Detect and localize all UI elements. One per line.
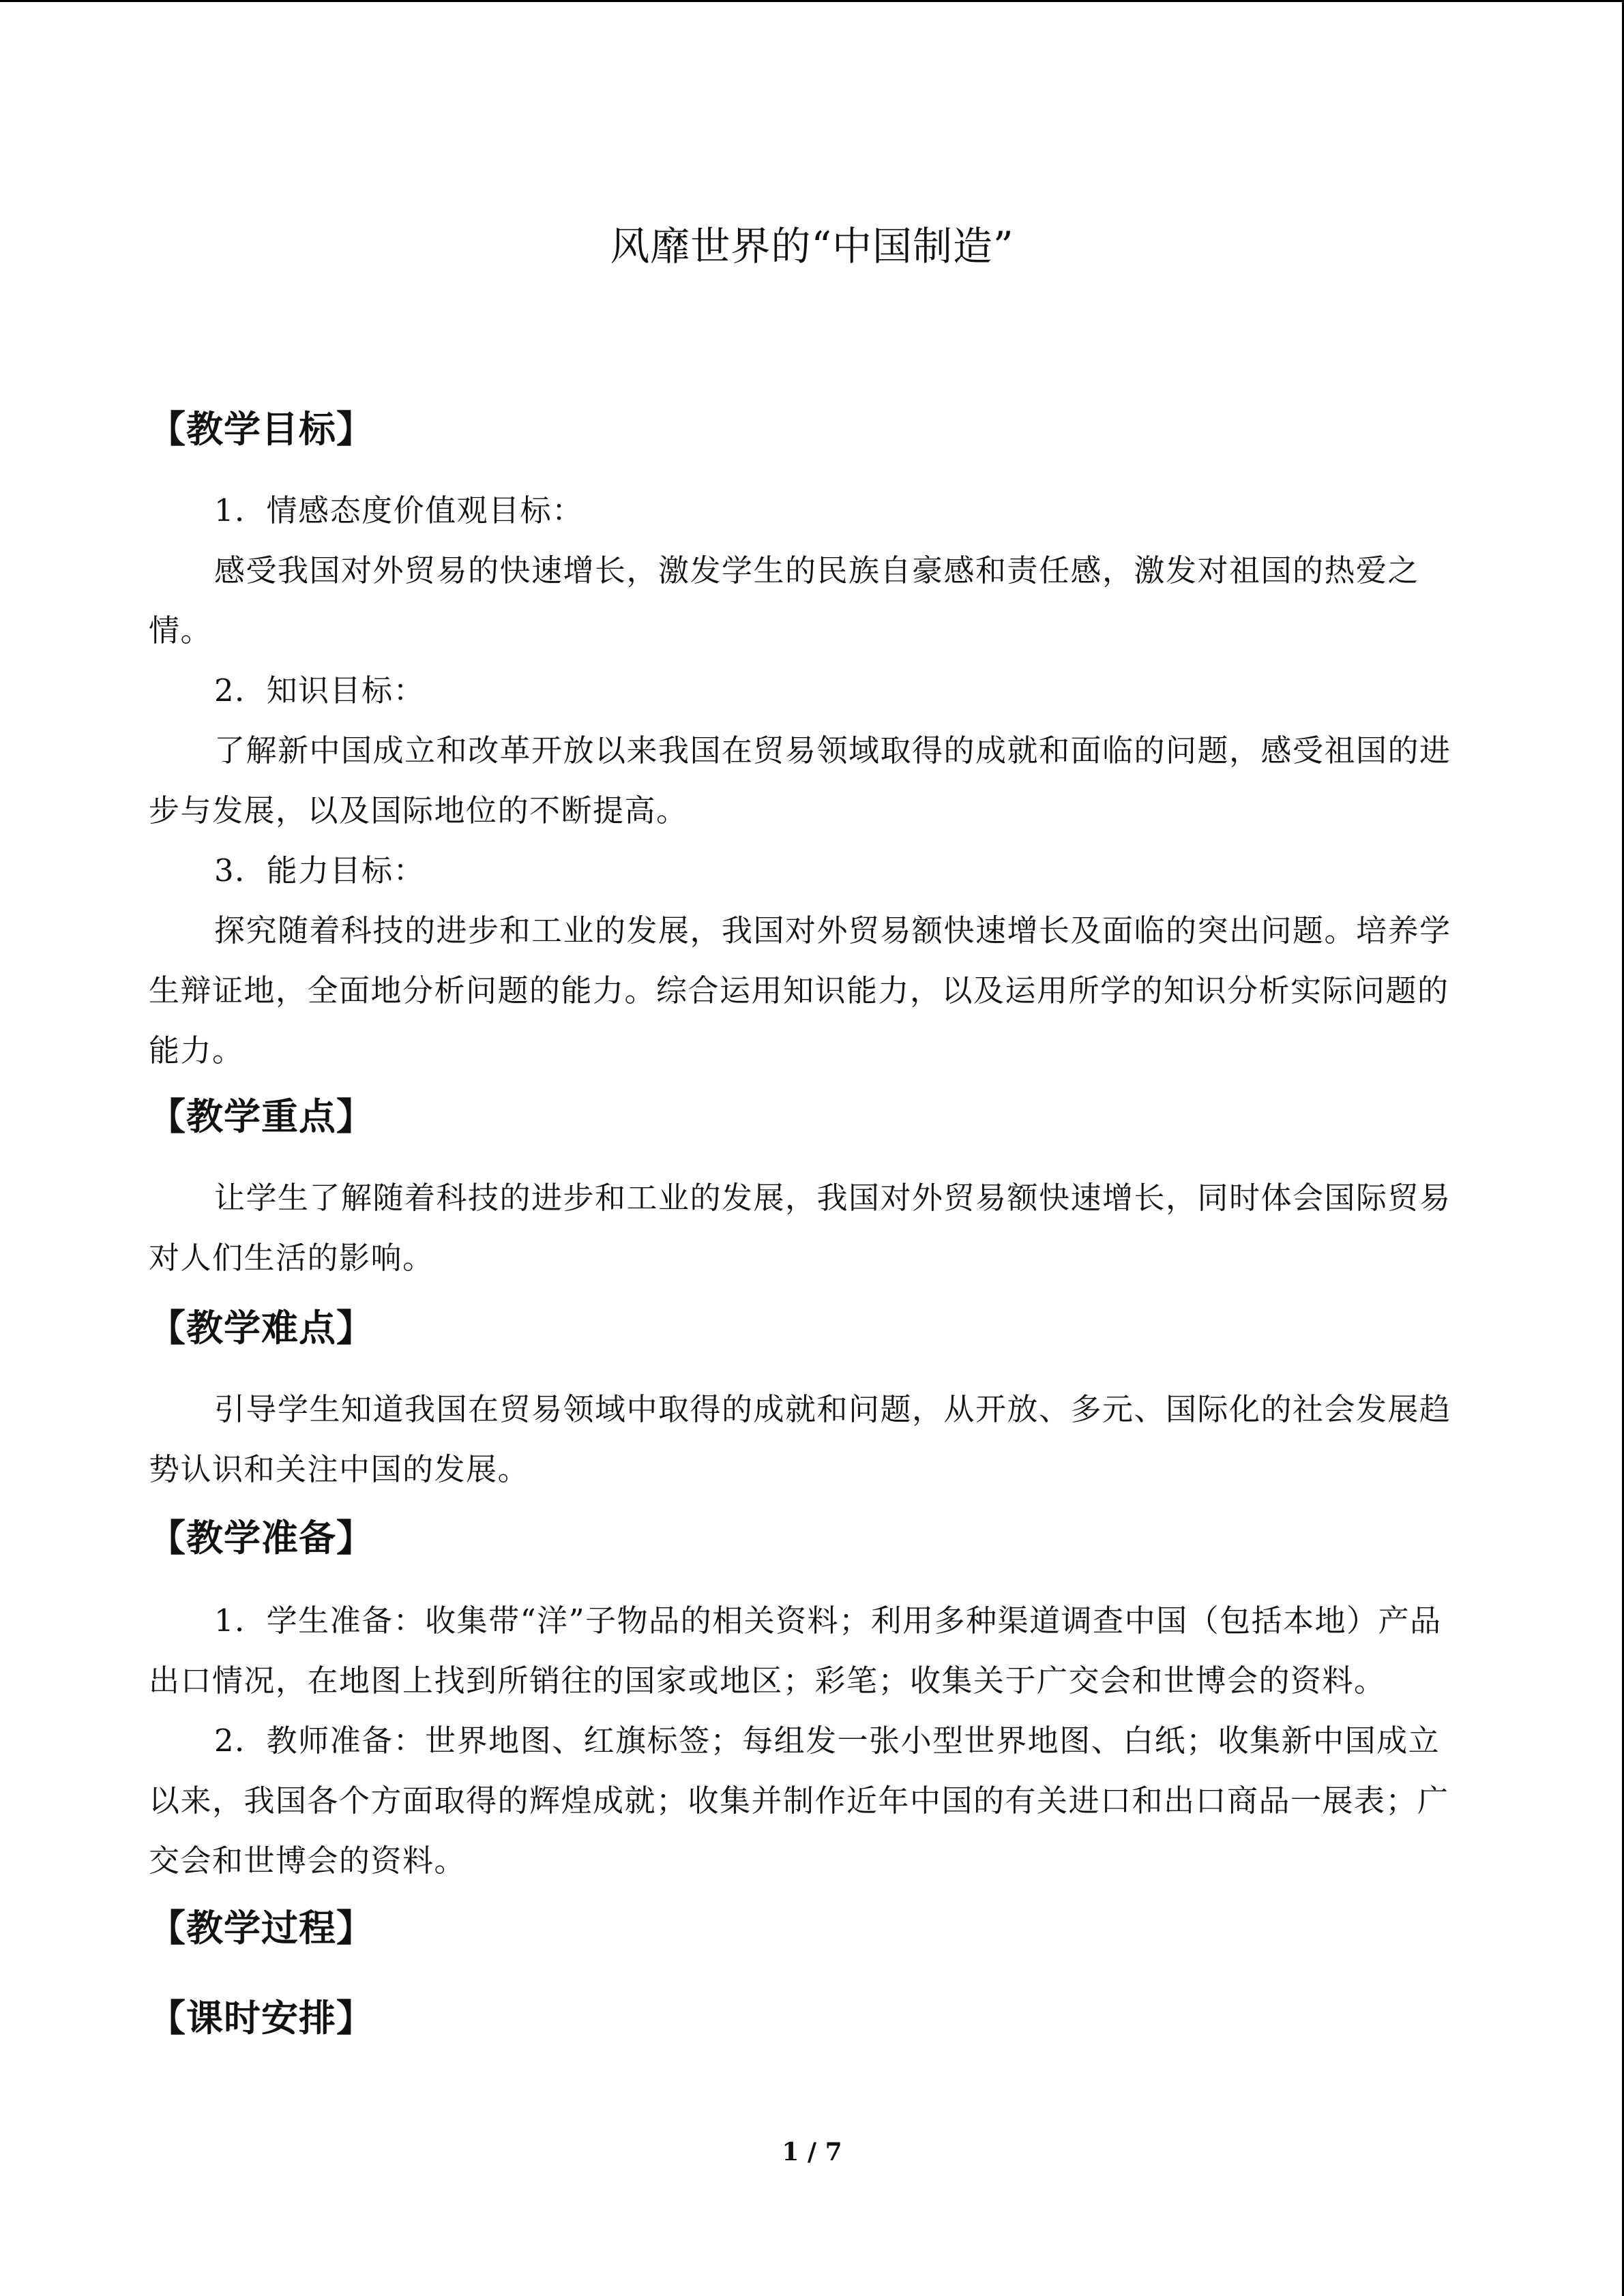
objective-3-label: 3．能力目标： xyxy=(214,852,426,889)
preparation-students: 1．学生准备：收集带“洋”子物品的相关资料；利用多种渠道调查中国（包括本地）产品出口情况，在地图上找到所销往的国家或地区；彩笔；收集关于广交会和世博会的资料。 xyxy=(149,1602,1442,1699)
document-title: 风靡世界的“中国制造” xyxy=(610,223,1014,269)
heading-schedule: 【课时安排】 xyxy=(149,1996,374,2040)
heading-key-points: 【教学重点】 xyxy=(149,1094,374,1138)
heading-difficulties: 【教学难点】 xyxy=(149,1306,374,1350)
page-number: 1 / 7 xyxy=(782,2138,842,2166)
preparation-teacher: 2．教师准备：世界地图、红旗标签；每组发一张小型世界地图、白纸；收集新中国成立以来，我国各个方面取得的辉煌成就；收集并制作近年中国的有关进口和出口商品一展表；广交会和世博会的资料。 xyxy=(149,1723,1449,1879)
objective-2-label: 2．知识目标： xyxy=(214,672,426,709)
objective-2-text: 了解新中国成立和改革开放以来我国在贸易领域取得的成就和面临的问题，感受祖国的进步与发展，以及国际地位的不断提高。 xyxy=(149,732,1451,829)
key-points-text: 让学生了解随着科技的进步和工业的发展，我国对外贸易额快速增长，同时体会国际贸易对人们生活的影响。 xyxy=(149,1180,1451,1276)
objective-3-text: 探究随着科技的进步和工业的发展，我国对外贸易额快速增长及面临的突出问题。培养学生辩证地，全面地分析问题的能力。综合运用知识能力，以及运用所学的知识分析实际问题的能力。 xyxy=(149,912,1451,1069)
heading-preparation: 【教学准备】 xyxy=(149,1516,374,1560)
objective-1-text: 感受我国对外贸易的快速增长，激发学生的民族自豪感和责任感，激发对祖国的热爱之情。 xyxy=(149,552,1420,648)
heading-teaching-process: 【教学过程】 xyxy=(149,1906,374,1950)
difficulties-text: 引导学生知道我国在贸易领域中取得的成就和问题，从开放、多元、国际化的社会发展趋势认识和关注中国的发展。 xyxy=(149,1391,1451,1487)
objective-1-label: 1．情感态度价值观目标： xyxy=(214,492,584,528)
heading-teaching-objectives: 【教学目标】 xyxy=(149,407,374,451)
